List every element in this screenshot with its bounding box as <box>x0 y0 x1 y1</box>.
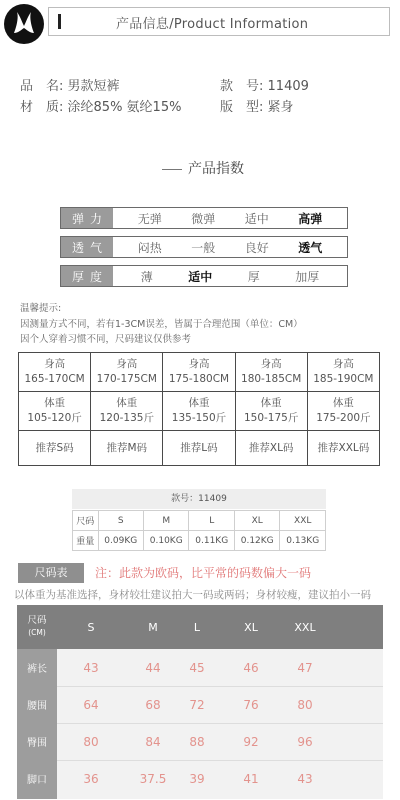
height-cell: 身高 185-190CM <box>307 353 379 392</box>
recommend-size-cell: 推荐M码 <box>91 431 163 466</box>
size-header-cell: XXL <box>294 620 316 634</box>
row-label: 脚口 <box>27 775 47 786</box>
index-option: 良好 <box>244 240 269 255</box>
name-value: 男款短裤 <box>67 79 120 94</box>
height-cell: 身高 180-185CM <box>235 353 307 392</box>
measure-value: 80 <box>297 697 313 712</box>
measure-value: 72 <box>189 697 205 712</box>
index-option: 无弹 <box>137 211 162 226</box>
size-chart-note: 注：此款为欧码，比平常的码数偏大一码 <box>95 566 312 580</box>
measure-value: 84 <box>145 734 161 749</box>
weight-cell: 体重 150-175斤 <box>235 392 307 431</box>
weight-cell: 体重 175-200斤 <box>307 392 379 431</box>
index-option: 适中 <box>244 211 269 226</box>
index-section-title <box>0 158 400 178</box>
measure-value: 47 <box>297 660 313 675</box>
size-cell: XL <box>234 511 279 531</box>
index-option: 加厚 <box>295 269 320 284</box>
index-option: 厚 <box>247 269 260 284</box>
measure-value: 46 <box>243 660 259 675</box>
material-value: 涂纶85% 氨纶15% <box>67 100 182 115</box>
size-label-cell: 尺码 <box>73 511 99 531</box>
product-material <box>20 96 181 115</box>
size-chart-row <box>17 723 383 760</box>
weight-value-cell: 0.13KG <box>280 531 326 551</box>
size-chart <box>17 605 383 799</box>
size-chart-row <box>17 649 383 686</box>
size-header-cell: S <box>87 620 95 634</box>
measure-value: 76 <box>243 697 259 712</box>
measure-value: 96 <box>297 734 313 749</box>
weight-value-cell: 0.11KG <box>189 531 234 551</box>
measure-value: 43 <box>297 771 313 786</box>
material-label: 材 质: <box>20 100 64 115</box>
size-header-cell: M <box>148 620 158 634</box>
index-label: 厚度 <box>61 266 113 286</box>
weight-value-cell: 0.10KG <box>143 531 188 551</box>
lululemon-logo-icon <box>4 4 44 44</box>
index-row-elasticity <box>60 207 348 229</box>
tip-line: 因个人穿着习惯不同，尺码建议仅供参考 <box>20 334 192 345</box>
measure-value: 39 <box>189 771 205 786</box>
height-cell: 身高 165-170CM <box>19 353 91 392</box>
weight-cell: 体重 120-135斤 <box>91 392 163 431</box>
recommend-size-cell: 推荐XL码 <box>235 431 307 466</box>
size-header-cell: XL <box>244 620 258 634</box>
measure-value: 37.5 <box>139 771 167 786</box>
index-title-text: 产品指数 <box>188 161 244 177</box>
size-chart-tag: 尺码表 <box>18 563 84 583</box>
measure-value: 43 <box>83 660 99 675</box>
product-code <box>220 75 309 94</box>
row-label: 裤长 <box>27 664 47 675</box>
size-header-cell: L <box>193 620 201 634</box>
header-bar <box>58 14 61 29</box>
recommend-size-cell: 推荐S码 <box>19 431 91 466</box>
index-option-selected: 透气 <box>298 240 323 255</box>
index-label: 透气 <box>61 237 113 257</box>
name-label: 品 名: <box>20 79 64 94</box>
weight-table-header: 款号：11409 <box>72 489 326 509</box>
product-name <box>20 75 120 94</box>
index-option: 闷热 <box>137 240 162 255</box>
index-option: 一般 <box>191 240 216 255</box>
weight-table <box>72 510 326 551</box>
product-fit <box>220 96 294 115</box>
page-title: 产品信息/Product Information <box>116 17 309 32</box>
size-cell: S <box>98 511 143 531</box>
weight-cell: 体重 105-120斤 <box>19 392 91 431</box>
size-cell: XXL <box>280 511 326 531</box>
weight-cell: 体重 135-150斤 <box>163 392 235 431</box>
size-chart-row <box>17 760 383 797</box>
height-cell: 身高 175-180CM <box>163 353 235 392</box>
size-chart-description: 以体重为基准选择，身材较壮建议拍大一码或两码；身材较瘦，建议拍小一码 <box>14 589 371 601</box>
size-chart-corner <box>17 605 57 649</box>
measure-value: 36 <box>83 771 99 786</box>
tip-line: 因测量方式不同，若有1-3CM误差，皆属于合理范围（单位：CM） <box>20 319 303 330</box>
row-label: 腰围 <box>27 701 47 712</box>
section-header <box>48 7 390 36</box>
size-cell: M <box>143 511 188 531</box>
corner-label: 尺码 <box>27 615 47 626</box>
fit-value: 紧身 <box>267 100 294 115</box>
index-label: 弹力 <box>61 208 113 228</box>
index-row-breathability <box>60 236 348 258</box>
fit-label: 版 型: <box>220 100 264 115</box>
size-chart-row <box>17 686 383 723</box>
measure-value: 64 <box>83 697 99 712</box>
title-rule-left <box>162 169 182 170</box>
index-option: 薄 <box>140 269 153 284</box>
height-cell: 身高 170-175CM <box>91 353 163 392</box>
index-option: 微弹 <box>191 211 216 226</box>
code-value: 11409 <box>267 79 309 94</box>
brand-logo <box>4 4 44 44</box>
measure-value: 68 <box>145 697 161 712</box>
recommend-size-cell: 推荐L码 <box>163 431 235 466</box>
tip-title: 温馨提示: <box>20 303 62 314</box>
corner-unit: (CM) <box>28 628 46 637</box>
weight-value-cell: 0.12KG <box>234 531 279 551</box>
size-cell: L <box>189 511 234 531</box>
measure-value: 92 <box>243 734 259 749</box>
size-recommend-table <box>18 352 380 466</box>
measure-value: 44 <box>145 660 161 675</box>
weight-value-cell: 0.09KG <box>98 531 143 551</box>
weight-label-cell: 重量 <box>73 531 99 551</box>
measure-value: 45 <box>189 660 205 675</box>
measure-value: 41 <box>243 771 259 786</box>
index-option-selected: 适中 <box>188 269 213 284</box>
measure-value: 80 <box>83 734 99 749</box>
code-label: 款 号: <box>220 79 264 94</box>
measure-value: 88 <box>189 734 205 749</box>
index-option-selected: 高弹 <box>298 211 323 226</box>
row-label: 臀围 <box>27 738 47 749</box>
index-row-thickness <box>60 265 348 287</box>
recommend-size-cell: 推荐XXL码 <box>307 431 379 466</box>
